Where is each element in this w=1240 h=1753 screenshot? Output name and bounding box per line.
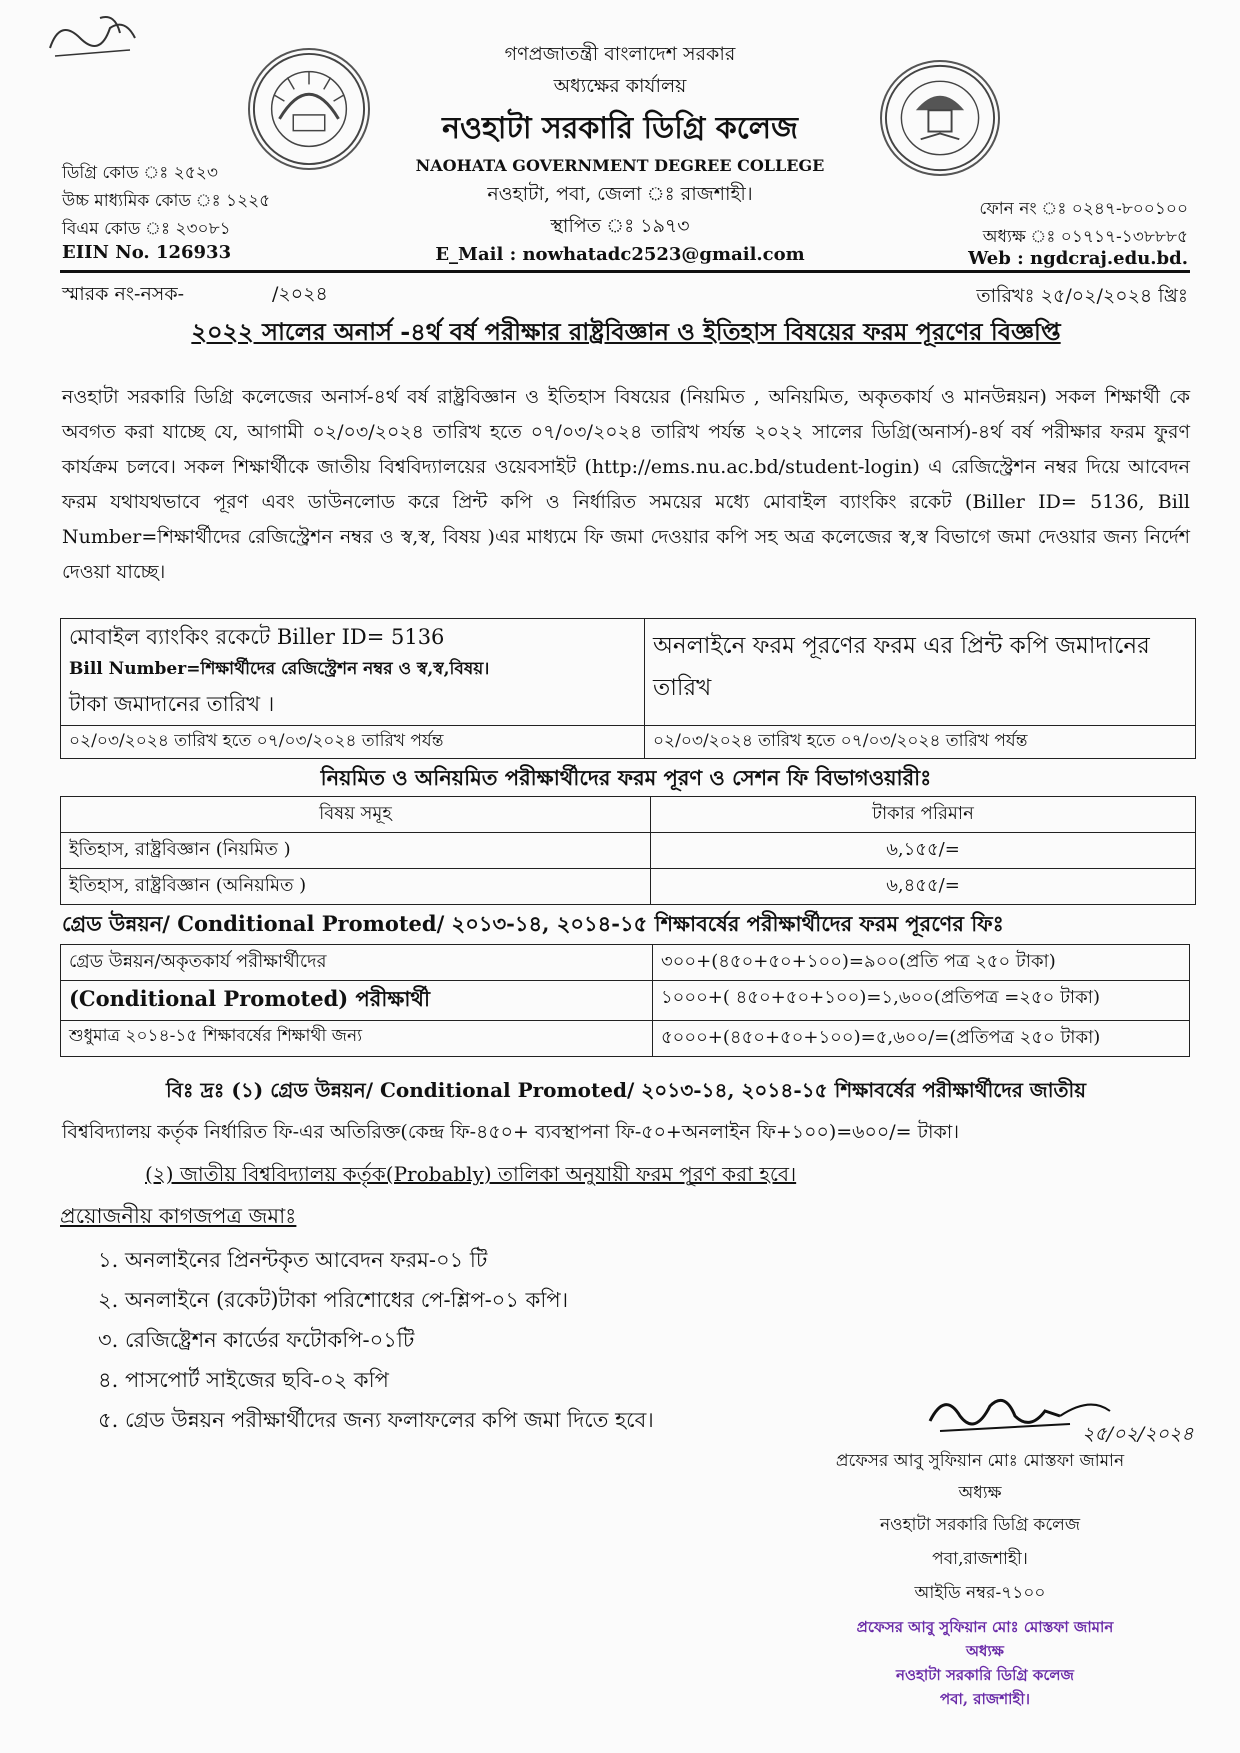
table-row [61,1021,1190,1057]
grade-row-label: শুধুমাত্র ২০১৪-১৫ শিক্ষাবর্ষের শিক্ষাথী জন্য [61,1021,653,1057]
print-copy-date-label: অনলাইনে ফরম পূরণের ফরম এর প্রিন্ট কপি জমাদানের তারিখ [645,619,1196,726]
fee-header-amount: টাকার পরিমান [651,797,1196,833]
eiin-number: EIIN No. 126933 [62,242,232,263]
header-divider [60,270,1190,273]
college-name-bn: নওহাটা সরকারি ডিগ্রি কলেজ [442,111,798,146]
established-year: স্থাপিত ঃ ১৯৭৩ [550,215,690,237]
notice-body: নওহাটা সরকারি ডিগ্রি কলেজের অনার্স-৪র্থ বর্ষ রাষ্ট্রবিজ্ঞান ও ইতিহাস বিষয়ের (নিয়মিত , অনিয়মিত, অকৃতকার্য ও মানউন্নয়ন) সকল শিক্ষার্থী কে অবগত করা যাচ্ছে যে, আগামী ০২/০৩/২০২৪ তারিখ হতে ০৭/০৩/২০২৪ তারিখ পর্যন্ত ২০২২ সালের ডিগ্রি(অনার্স)-৪র্থ বর্ষ পরীক্ষার ফরম ফুরণ কার্যক্রম চলবে। সকল শিক্ষার্থীকে জাতীয় বিশ্ববিদ্যালয়ের ওয়েবসাইট (http://ems.nu.ac.bd/student-login) এ রেজিস্ট্রেশন নম্বর দিয়ে আবেদন ফরম যথাযথভাবে পূরণ এবং ডাউনলোড করে প্রিন্ট কপি ও নির্ধারিত সময়ের মধ্যে মোবাইল ব্যাংকিং রকেট (Biller ID= 5136, Bill Number=শিক্ষার্থীদের রেজিস্ট্রেশন নম্বর ও স্ব,স্ব, বিষয় )এর মাধ্যমে ফি জমা দেওয়ার কপি সহ অত্র কলেজের স্ব,স্ব বিভাগে জমা দেওয়ার জন্য নির্দেশ দেওয়া যাচ্ছে। [62,386,1190,583]
principal-location: পবা,রাজশাহী। [932,1549,1028,1569]
schedule-table [60,618,1196,759]
list-item: ১. অনলাইনের প্রিনন্টকৃত আবেদন ফরম-০১ টি [98,1248,488,1272]
bm-code: বিএম কোড ঃ ২৩০৮১ [62,219,231,239]
table-row [61,869,1196,905]
fee-header-subject: বিষয় সমূহ [61,797,651,833]
list-item: ৩. রেজিষ্ট্রেশন কার্ডের ফটোকপি-০১টি [98,1328,415,1352]
table-row [61,945,1190,981]
grade-row-amount: ৩০০+(৪৫০+৫০+১০০)=৯০০(প্রতি পত্র ২৫০ টাকা) [653,945,1190,981]
list-item: ৪. পাসপোর্ট সাইজের ছবি-০২ কপি [98,1368,389,1392]
principal-phone: অধ্যক্ষ ঃ ০১৭১৭-১৩৮৮৮৫ [982,227,1188,247]
degree-code: ডিগ্রি কোড ঃ ২৫২৩ [62,163,218,183]
principal-id: আইডি নম্বর-৭১০০ [914,1583,1046,1603]
grade-row-amount: ৫০০০+(৪৫০+৫০+১০০)=৫,৬০০/=(প্রতিপত্র ২৫০ টাকা) [653,1021,1190,1057]
note-1-line-2: বিশ্ববিদ্যালয় কর্তৃক নির্ধারিত ফি-এর অতিরিক্ত(কেন্দ্র ফি-৪৫০+ ব্যবস্থাপনা ফি-৫০+অনলাইন ফি+১০০)=৬০০/= টাকা। [62,1121,960,1143]
table-row [61,833,1196,869]
college-name-en: NAOHATA GOVERNMENT DEGREE COLLEGE [415,156,825,175]
payment-date-label: টাকা জমাদানের তারিখ । [69,692,275,716]
grade-row-label: (Conditional Promoted) পরীক্ষার্থী [61,981,653,1021]
print-copy-date-range: ০২/০৩/২০২৪ তারিখ হতে ০৭/০৩/২০২৪ তারিখ পর্যন্ত [645,726,1196,759]
phone-number: ফোন নং ঃ ০২৪৭-৮০০১০০ [979,199,1188,219]
stamp-college: নওহাটা সরকারি ডিগ্রি কলেজ [896,1666,1074,1684]
payment-date-range: ০২/০৩/২০২৪ তারিখ হতে ০৭/০৩/২০২৪ তারিখ পর্যন্ত [61,726,645,759]
office-name: অধ্যক্ষের কার্যালয় [553,75,687,97]
note-2: (২) জাতীয় বিশ্ববিদ্যালয় কর্তৃক(Probably) তালিকা অনুযায়ী ফরম পূরণ করা হবে। [145,1162,797,1186]
college-address: নওহাটা, পবা, জেলা ঃ রাজশাহী। [487,183,753,205]
stamp-location: পবা, রাজশাহী। [939,1690,1031,1708]
fee-subject-irregular: ইতিহাস, রাষ্ট্রবিজ্ঞান (অনিয়মিত ) [61,869,651,905]
note-1-line-1: বিঃ দ্রঃ (১) গ্রেড উন্নয়ন/ Conditional Promoted/ ২০১৩-১৪, ২০১৪-১৫ শিক্ষাবর্ষের পরীক্ষার্থীদের জাতীয় [165,1078,1087,1102]
fee-table [60,796,1196,905]
hsc-code: উচ্চ মাধ্যমিক কোড ঃ ১২২৫ [62,191,271,211]
stamp-name: প্রফেসর আবু সুফিয়ান মোঃ মোস্তফা জামান [856,1618,1114,1636]
handwritten-mark [40,8,150,68]
fee-amount-regular: ৬,১৫৫/= [651,833,1196,869]
documents-title: প্রয়োজনীয় কাগজপত্র জমাঃ [60,1204,297,1228]
principal-college: নওহাটা সরকারি ডিগ্রি কলেজ [879,1515,1081,1535]
memo-ref-year: /২০২৪ [272,283,328,305]
signature-date: ২৫/০২/২০২৪ [1082,1423,1194,1445]
list-item: ৫. গ্রেড উন্নয়ন পরীক্ষার্থীদের জন্য ফলাফলের কপি জমা দিতে হবে। [98,1408,654,1432]
govt-name: গণপ্রজাতন্ত্রী বাংলাদেশ সরকার [504,43,736,65]
college-email: E_Mail : nowhatadc2523@gmail.com [435,244,805,265]
stamp-designation: অধ্যক্ষ [966,1642,1004,1660]
fee-subject-regular: ইতিহাস, রাষ্ট্রবিজ্ঞান (নিয়মিত ) [61,833,651,869]
college-seal-left [248,48,370,170]
biller-id-label: মোবাইল ব্যাংকিং রকেটে Biller ID= 5136 [69,625,445,649]
fee-section-title: নিয়মিত ও অনিয়মিত পরীক্ষার্থীদের ফরম পূরণ ও সেশন ফি বিভাগওয়ারীঃ [320,765,932,790]
list-item: ২. অনলাইনে (রকেট)টাকা পরিশোধের পে-শ্লিপ-০১ কপি। [98,1288,569,1312]
grade-section-title: গ্রেড উন্নয়ন/ Conditional Promoted/ ২০১৩-১৪, ২০১৪-১৫ শিক্ষাবর্ষের পরীক্ষার্থীদের ফরম পূরণের ফিঃ [62,911,1004,936]
memo-date: তারিখঃ ২৫/০২/২০২৪ খ্রিঃ [976,285,1188,307]
notice-title: ২০২২ সালের অনার্স -৪র্থ বর্ষ পরীক্ষার রাষ্ট্রবিজ্ঞান ও ইতিহাস বিষয়ের ফরম পূরণের বিজ্ঞপ্তি [191,317,1061,346]
table-row [61,981,1190,1021]
bill-number-label: Bill Number=শিক্ষার্থীদের রেজিস্ট্রেশন নম্বর ও স্ব,স্ব,বিষয়। [69,659,490,679]
fee-amount-irregular: ৬,৪৫৫/= [651,869,1196,905]
principal-designation: অধ্যক্ষ [958,1483,1002,1503]
principal-name: প্রফেসর আবু সুফিয়ান মোঃ মোস্তফা জামান [835,1451,1125,1471]
grade-row-label: গ্রেড উন্নয়ন/অকৃতকার্য পরীক্ষার্থীদের [61,945,653,981]
memo-ref: স্মারক নং-নসক- [62,283,185,305]
grade-fee-table [60,944,1190,1057]
website: Web : ngdcraj.edu.bd. [968,248,1188,269]
grade-row-amount: ১০০০+( ৪৫০+৫০+১০০)=১,৬০০(প্রতিপত্র =২৫০ টাকা) [653,981,1190,1021]
